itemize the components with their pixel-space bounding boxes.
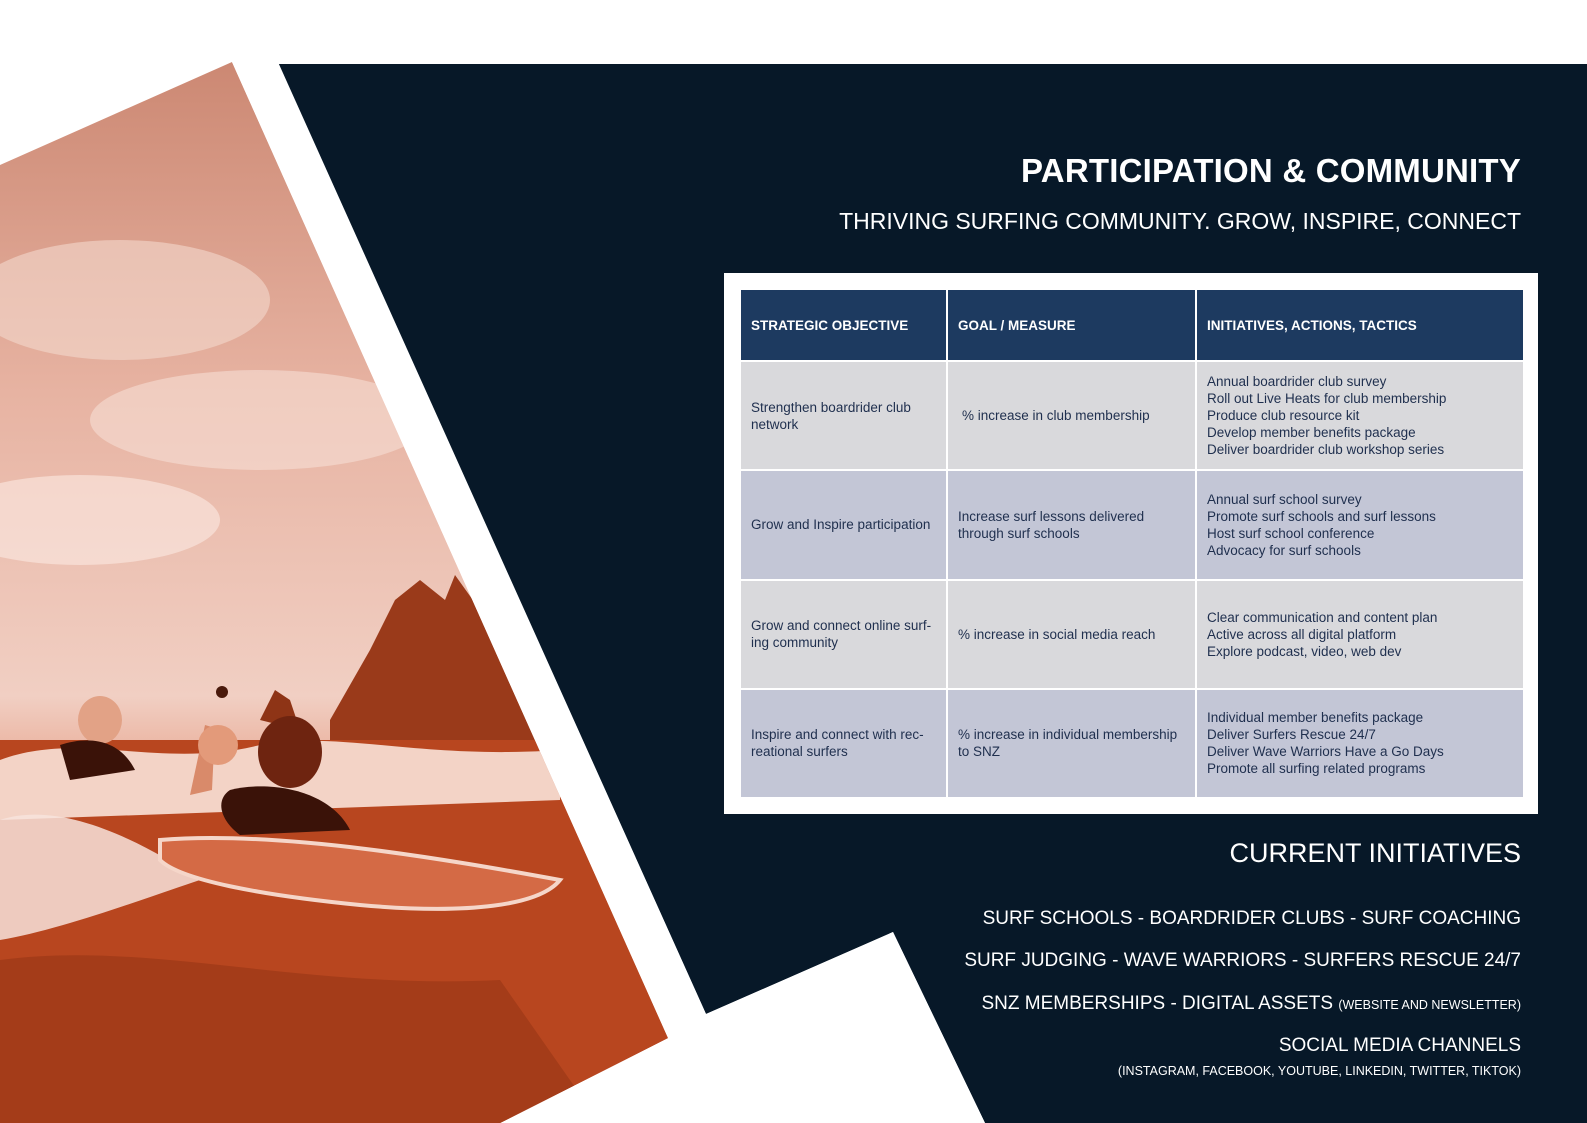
- tactic-item: Deliver Surfers Rescue 24/7: [1207, 727, 1376, 743]
- objective-cell: Grow and connect online surf-ing community: [740, 580, 947, 689]
- table-row: [740, 361, 1524, 470]
- tactic-item: Annual boardrider club survey: [1207, 374, 1387, 390]
- tactic-item: Individual member benefits package: [1207, 710, 1424, 726]
- initiatives-line-3: [981, 993, 1521, 1015]
- objective-cell: Inspire and connect with rec-reational surfers: [740, 689, 947, 798]
- social-channels-list: (INSTAGRAM, FACEBOOK, YOUTUBE, LINKEDIN, TWITTER, TIKTOK): [1117, 1064, 1521, 1078]
- initiatives-line-4: SOCIAL MEDIA CHANNELS: [1278, 1035, 1521, 1056]
- tactic-item: Promote all surfing related programs: [1207, 761, 1426, 777]
- table-row: [740, 689, 1524, 798]
- table-row: [740, 470, 1524, 579]
- tactic-item: Roll out Live Heats for club membership: [1207, 391, 1447, 407]
- tactic-item: Host surf school conference: [1207, 525, 1375, 541]
- goal-cell: % increase in social media reach: [947, 580, 1196, 689]
- initiatives-line-2: SURF JUDGING - WAVE WARRIORS - SURFERS RESCUE 24/7: [964, 950, 1521, 971]
- tactic-item: Active across all digital platform: [1207, 626, 1397, 642]
- tactic-item: Annual surf school survey: [1207, 491, 1362, 507]
- goal-cell: % increase in club membership: [947, 361, 1196, 470]
- table-row: [740, 580, 1524, 689]
- tactic-item: Develop member benefits package: [1207, 425, 1416, 441]
- tactic-item: Advocacy for surf schools: [1207, 542, 1361, 558]
- objective-cell: Grow and Inspire participation: [740, 470, 947, 579]
- goal-cell: Increase surf lessons delivered through surf schools: [947, 470, 1196, 579]
- tactic-item: Deliver Wave Warriors Have a Go Days: [1207, 744, 1444, 760]
- table-header-row: [740, 289, 1524, 361]
- tactic-item: Promote surf schools and surf lessons: [1207, 508, 1436, 524]
- header-goal-measure: GOAL / MEASURE: [947, 289, 1196, 361]
- header-strategic-objective: STRATEGIC OBJECTIVE: [740, 289, 947, 361]
- page-subtitle: THRIVING SURFING COMMUNITY. GROW, INSPIRE, CONNECT: [839, 208, 1521, 234]
- objectives-table-card: [724, 273, 1538, 814]
- current-initiatives-title: CURRENT INITIATIVES: [1229, 838, 1521, 868]
- tactics-cell: [1196, 689, 1524, 798]
- header-initiatives: INITIATIVES, ACTIONS, TACTICS: [1196, 289, 1524, 361]
- page-title: PARTICIPATION & COMMUNITY: [1021, 152, 1521, 189]
- initiatives-line-3-note: (WEBSITE AND NEWSLETTER): [1338, 998, 1521, 1012]
- tactics-cell: [1196, 580, 1524, 689]
- objectives-table: [739, 288, 1525, 799]
- tactic-item: Explore podcast, video, web dev: [1207, 643, 1402, 659]
- tactics-cell: [1196, 361, 1524, 470]
- goal-cell: % increase in individual membership to SNZ: [947, 689, 1196, 798]
- initiatives-line-1: SURF SCHOOLS - BOARDRIDER CLUBS - SURF COACHING: [982, 908, 1521, 929]
- initiatives-line-3-main: SNZ MEMBERSHIPS - DIGITAL ASSETS: [981, 993, 1334, 1014]
- objective-cell: Strengthen boardrider club network: [740, 361, 947, 470]
- tactic-item: Deliver boardrider club workshop series: [1207, 442, 1445, 458]
- tactics-cell: [1196, 470, 1524, 579]
- tactic-item: Clear communication and content plan: [1207, 609, 1438, 625]
- tactic-item: Produce club resource kit: [1207, 408, 1360, 424]
